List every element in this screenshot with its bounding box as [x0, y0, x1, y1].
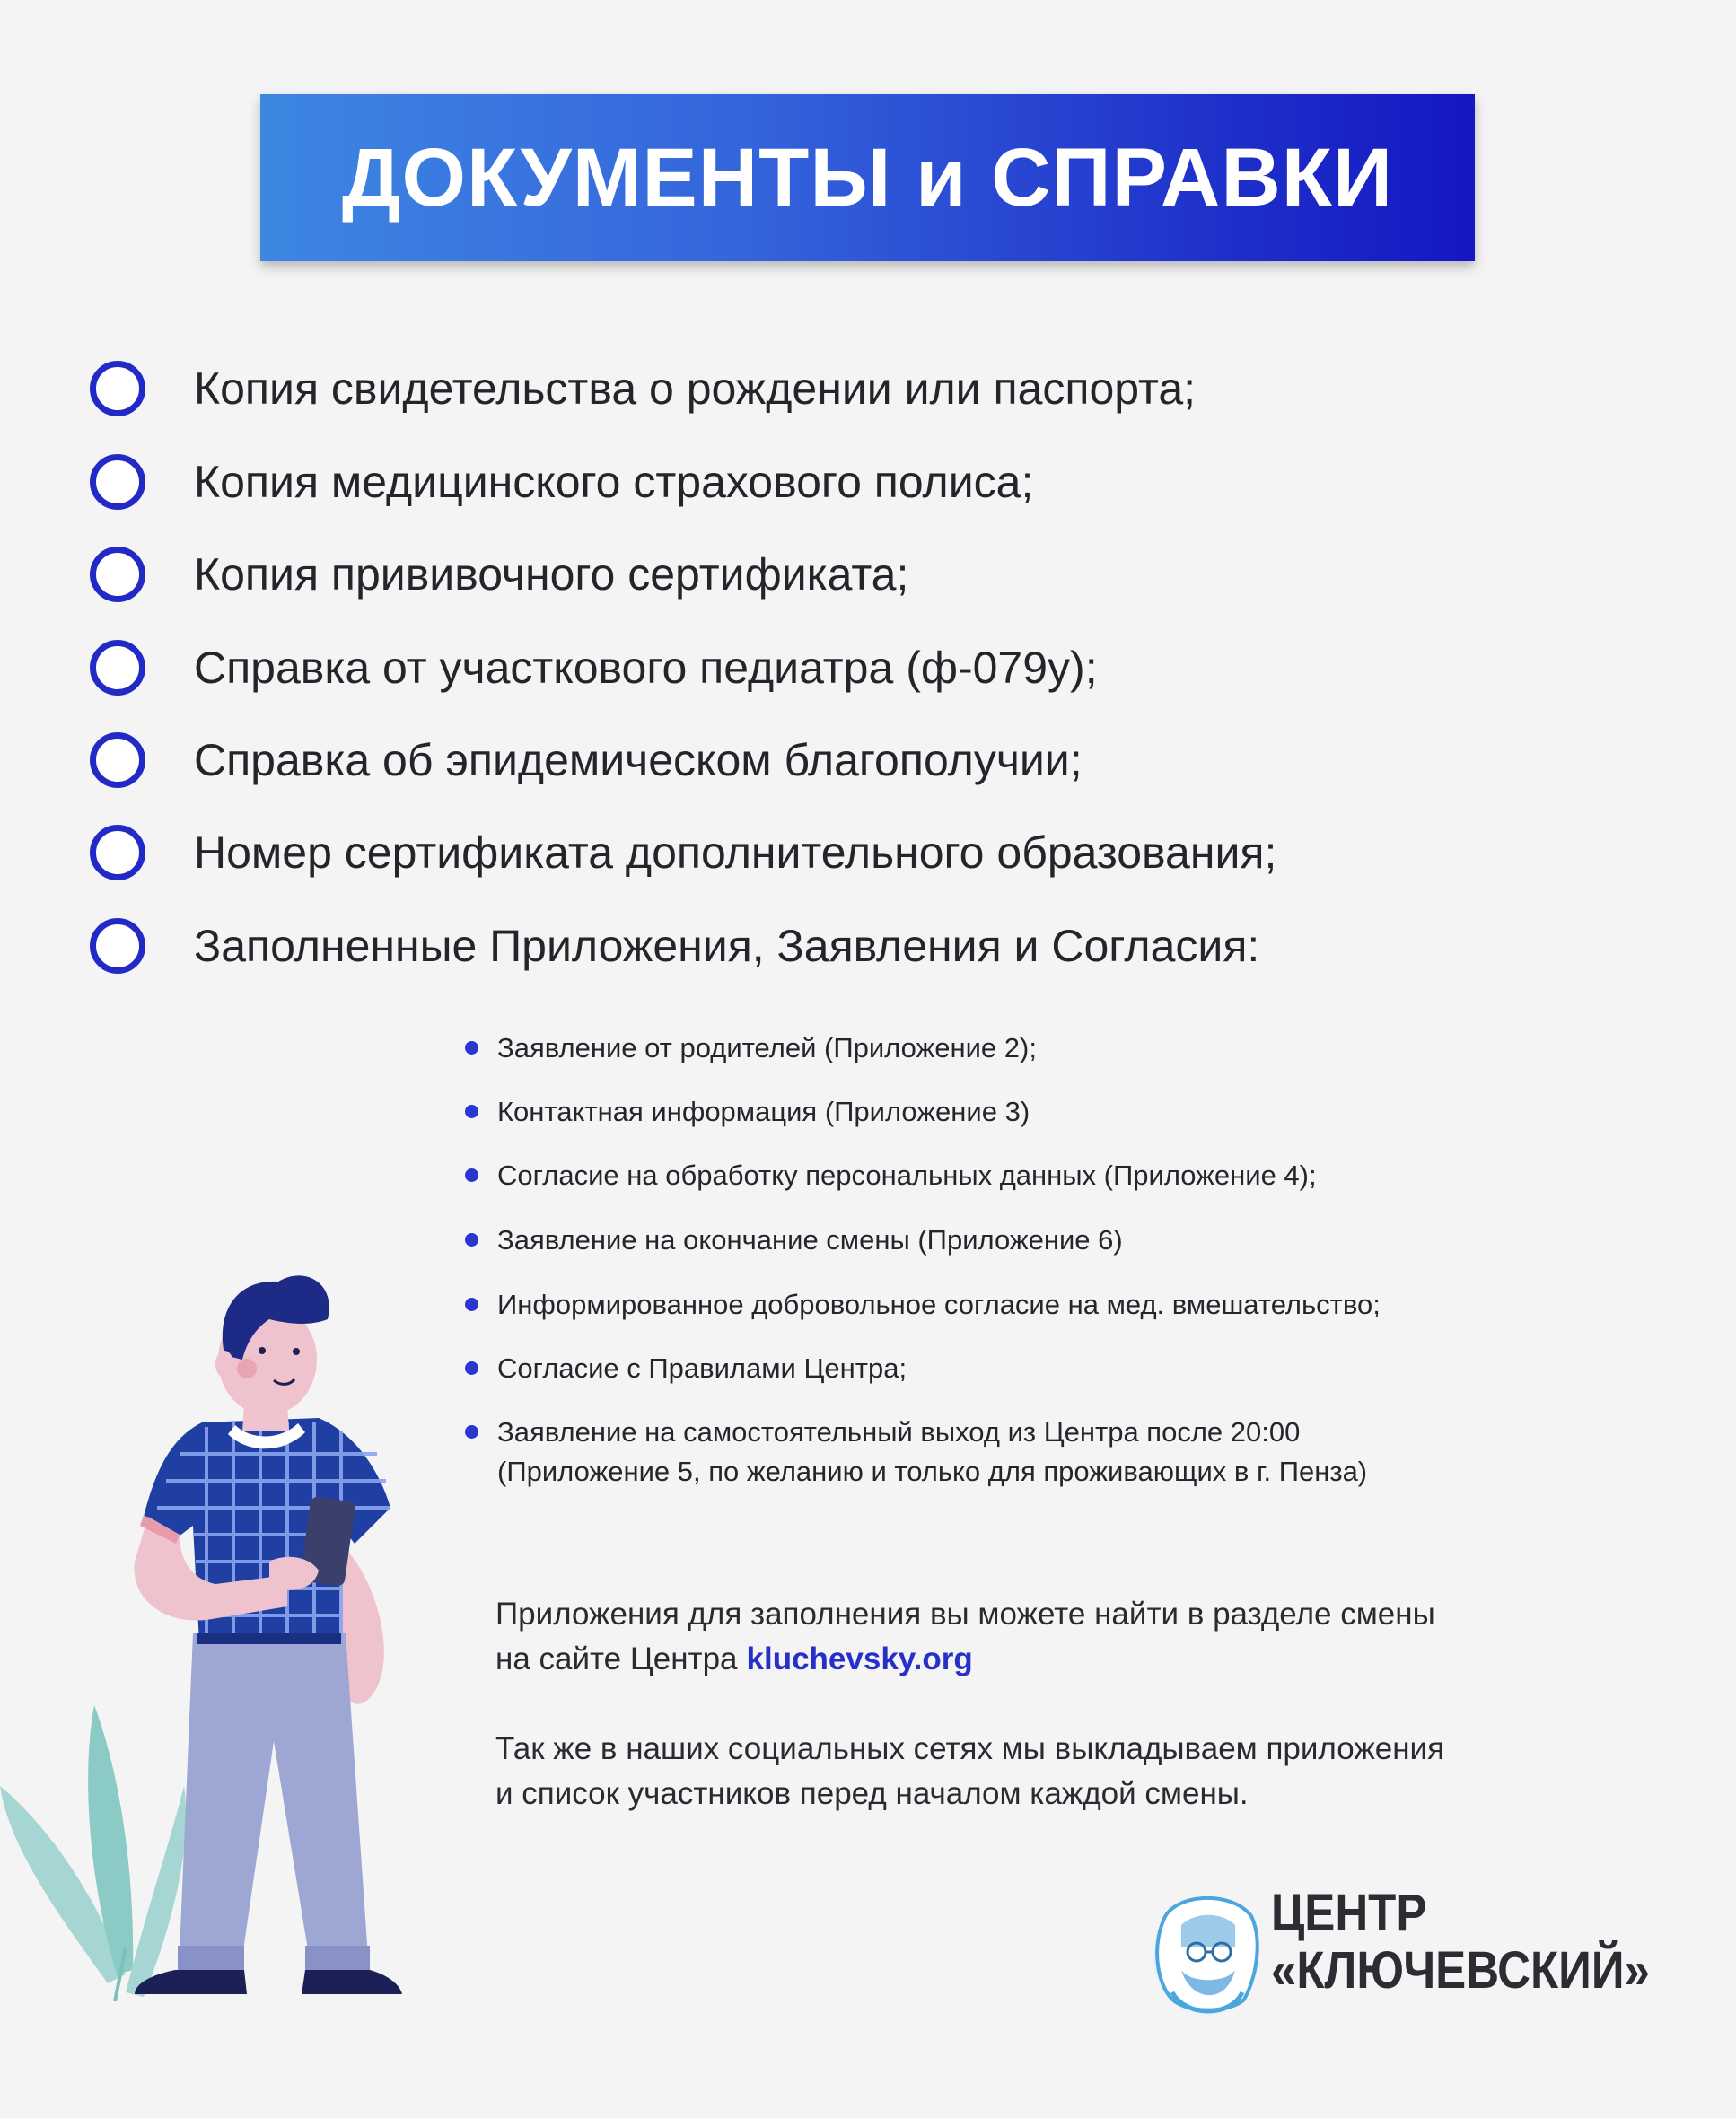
- sublist-item-label: Согласие с Правилами Центра;: [497, 1352, 907, 1384]
- sublist-item: [465, 1413, 1367, 1492]
- logo-line-2: «КЛЮЧЕВСКИЙ»: [1271, 1941, 1650, 2000]
- checklist-item: [90, 540, 908, 608]
- center-logo: [1145, 1885, 1666, 2028]
- sublist-item-label: Заявление от родителей (Приложение 2);: [497, 1032, 1037, 1063]
- note-text: на сайте Центра: [495, 1641, 738, 1676]
- logo-text: [1271, 1885, 1650, 2000]
- checkbox-circle-icon: [90, 640, 145, 696]
- checklist-item-label: Справка об эпидемическом благополучии;: [194, 735, 1083, 785]
- checklist-item: [90, 818, 1276, 887]
- checkbox-circle-icon: [90, 547, 145, 602]
- sublist-item-label: Контактная информация (Приложение 3): [497, 1096, 1030, 1127]
- person-with-phone-illustration: [0, 1256, 422, 2046]
- sublist-item-label: Согласие на обработку персональных данных (Приложение 4);: [497, 1160, 1317, 1191]
- logo-line-1: ЦЕНТР: [1271, 1884, 1427, 1942]
- plant-icon: [0, 1705, 186, 2001]
- sublist-item: [465, 1028, 1037, 1068]
- note-line: [495, 1637, 973, 1682]
- checklist-item: [90, 912, 1259, 980]
- bullet-icon: [465, 1233, 478, 1247]
- sublist-item-label: [497, 1413, 1367, 1492]
- bullet-icon: [465, 1361, 478, 1375]
- checklist-item: [90, 726, 1083, 794]
- bullet-icon: [465, 1298, 478, 1311]
- checkbox-circle-icon: [90, 732, 145, 788]
- checkbox-circle-icon: [90, 825, 145, 880]
- sublist-item: [465, 1221, 1123, 1260]
- checklist-item: [90, 634, 1098, 702]
- checklist-item-label: Заполненные Приложения, Заявления и Согласия:: [194, 921, 1260, 971]
- bullet-icon: [465, 1168, 478, 1182]
- sublist-item: [465, 1156, 1317, 1195]
- checkbox-circle-icon: [90, 361, 145, 416]
- note-line: Приложения для заполнения вы можете найти в разделе смены: [495, 1597, 1435, 1632]
- bullet-icon: [465, 1105, 478, 1118]
- checklist-item-label: Копия прививочного сертификата;: [194, 549, 909, 600]
- sublist-item-label: Информированное добровольное согласие на мед. вмешательство;: [497, 1289, 1381, 1320]
- checklist-item-label: Копия свидетельства о рождении или паспорта;: [194, 363, 1197, 414]
- checkbox-circle-icon: [90, 918, 145, 974]
- sublist-item-line: (Приложение 5, по желанию и только для проживающих в г. Пенза): [497, 1456, 1368, 1487]
- checkbox-circle-icon: [90, 454, 145, 510]
- portrait-logo-icon: [1145, 1885, 1267, 2019]
- sublist-item-label: Заявление на окончание смены (Приложение 6): [497, 1224, 1123, 1256]
- checklist-item-label: Номер сертификата дополнительного образования;: [194, 827, 1277, 878]
- page-title: ДОКУМЕНТЫ и СПРАВКИ: [341, 131, 1394, 223]
- sublist-item-line: Заявление на самостоятельный выход из Центра после 20:00: [497, 1416, 1301, 1448]
- checklist-item: [90, 448, 1033, 516]
- note-line: Так же в наших социальных сетях мы выкладываем приложения: [495, 1731, 1445, 1766]
- title-banner: [260, 94, 1475, 261]
- checklist-item-label: Справка от участкового педиатра (ф-079у);: [194, 643, 1098, 693]
- checklist-item: [90, 354, 1196, 423]
- checklist-item-label: Копия медицинского страхового полиса;: [194, 457, 1034, 507]
- sublist-item: [465, 1349, 907, 1388]
- sublist-item: [465, 1285, 1381, 1325]
- bullet-icon: [465, 1041, 478, 1055]
- note-line: и список участников перед началом каждой смены.: [495, 1776, 1249, 1811]
- sublist-item: [465, 1092, 1030, 1132]
- site-link[interactable]: kluchevsky.org: [746, 1641, 973, 1676]
- bullet-icon: [465, 1425, 478, 1439]
